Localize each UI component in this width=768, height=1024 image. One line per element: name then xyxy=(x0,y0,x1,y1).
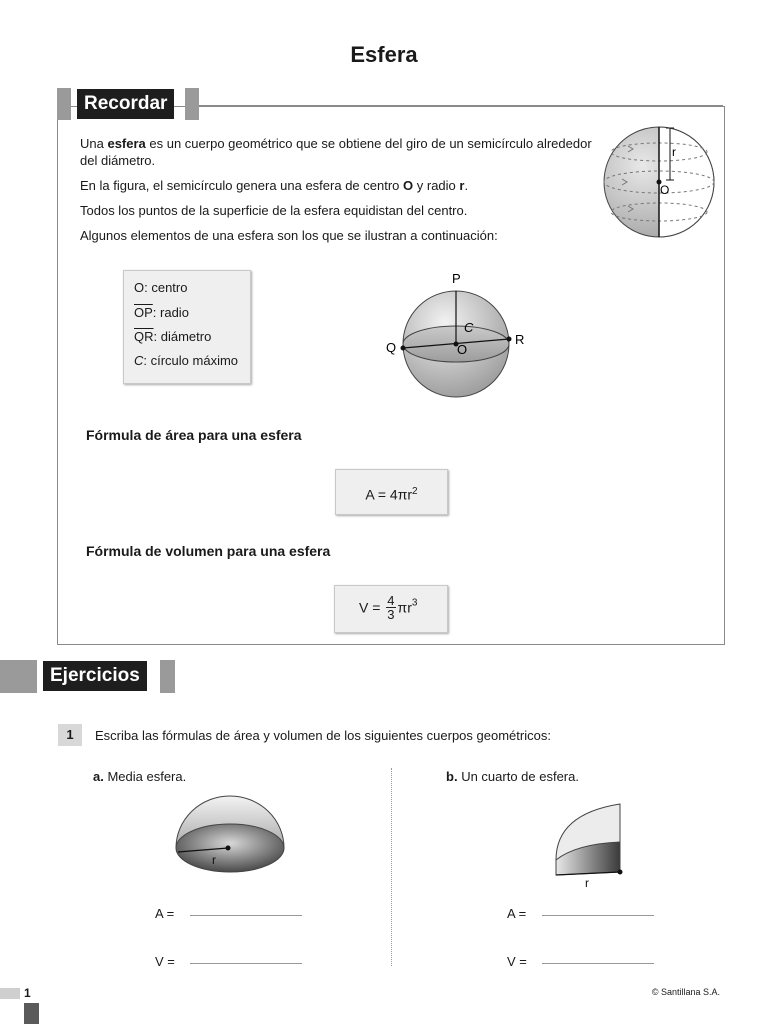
point-p-label: P xyxy=(452,271,461,286)
ejercicios-tab-right-block xyxy=(160,660,175,693)
top-figure-radius-label: r xyxy=(672,145,676,159)
area-formula-heading: Fórmula de área para una esfera xyxy=(86,427,302,443)
intro-paragraph-4: Algunos elementos de una esfera son los que se ilustran a continuación: xyxy=(80,228,498,243)
top-figure-center-label: O xyxy=(660,183,670,197)
quarter-sphere-figure xyxy=(548,800,633,892)
page-corner-mark xyxy=(24,1003,39,1024)
intro-paragraph-3: Todos los puntos de la superficie de la esfera equidistan del centro. xyxy=(80,203,468,218)
page-number-bar xyxy=(0,988,20,999)
esfera-term: esfera xyxy=(107,136,146,151)
intro-paragraph-1: Una esfera es un cuerpo geométrico que se obtiene del giro de un semicírculo alrededor del diámetro. xyxy=(80,136,592,168)
exercise-a-volume-label: V = xyxy=(155,954,175,969)
legend-diametro: $\overline{QR}$: diámetro xyxy=(134,329,212,344)
volume-formula-heading: Fórmula de volumen para una esfera xyxy=(86,543,331,559)
point-r-label: R xyxy=(515,332,525,347)
exercise-a-volume-answer-line[interactable] xyxy=(190,963,302,964)
point-o-label: O xyxy=(457,342,468,357)
exercise-b-area-answer-line[interactable] xyxy=(542,915,654,916)
page-number: 1 xyxy=(24,986,31,1000)
exercise-number-badge: 1 xyxy=(58,724,82,746)
exercise-b-volume-label: V = xyxy=(507,954,527,969)
exercise-prompt: Escriba las fórmulas de área y volumen de los siguientes cuerpos geométricos: xyxy=(95,728,551,743)
volume-formula-box: V = $\frac{4}{3}$ $\pi r^3$ xyxy=(334,585,448,633)
legend-radio: $\overline{OP}$: radio xyxy=(134,305,189,320)
copyright: © Santillana S.A. xyxy=(651,987,720,997)
quarter-sphere-radius-label: r xyxy=(585,876,589,890)
intro-paragraph-2: En la figura, el semicírculo genera una esfera de centro O y radio r. xyxy=(80,178,469,193)
sphere-elements-figure xyxy=(380,268,530,403)
ejercicios-heading: Ejercicios xyxy=(43,661,147,691)
ejercicios-tab-left-block xyxy=(0,660,37,693)
exercise-b-area-label: A = xyxy=(507,906,527,921)
recordar-tab-left-block xyxy=(57,88,71,120)
page-title: Esfera xyxy=(350,42,418,67)
recordar-tab-right-block xyxy=(185,88,199,120)
column-divider xyxy=(391,768,392,966)
area-formula-box: $A = 4\pi r^2$ xyxy=(335,469,448,515)
exercise-b-label: b. Un cuarto de esfera. xyxy=(446,769,579,784)
legend-centro: O: centro xyxy=(134,280,188,295)
exercise-a-area-label: A = xyxy=(155,906,175,921)
sphere-generation-figure xyxy=(600,122,718,242)
recordar-heading-line xyxy=(199,105,723,106)
exercise-a-area-answer-line[interactable] xyxy=(190,915,302,916)
recordar-heading: Recordar xyxy=(77,89,174,119)
point-q-label: Q xyxy=(386,340,397,355)
half-sphere-radius-label: r xyxy=(212,853,216,867)
exercise-a-label: a. Media esfera. xyxy=(93,769,187,784)
exercise-b-volume-answer-line[interactable] xyxy=(542,963,654,964)
legend-circulo-maximo: C: círculo máximo xyxy=(134,353,239,368)
circle-c-label: C xyxy=(464,320,474,335)
half-sphere-figure xyxy=(170,792,290,882)
sphere-elements-legend xyxy=(123,270,251,384)
